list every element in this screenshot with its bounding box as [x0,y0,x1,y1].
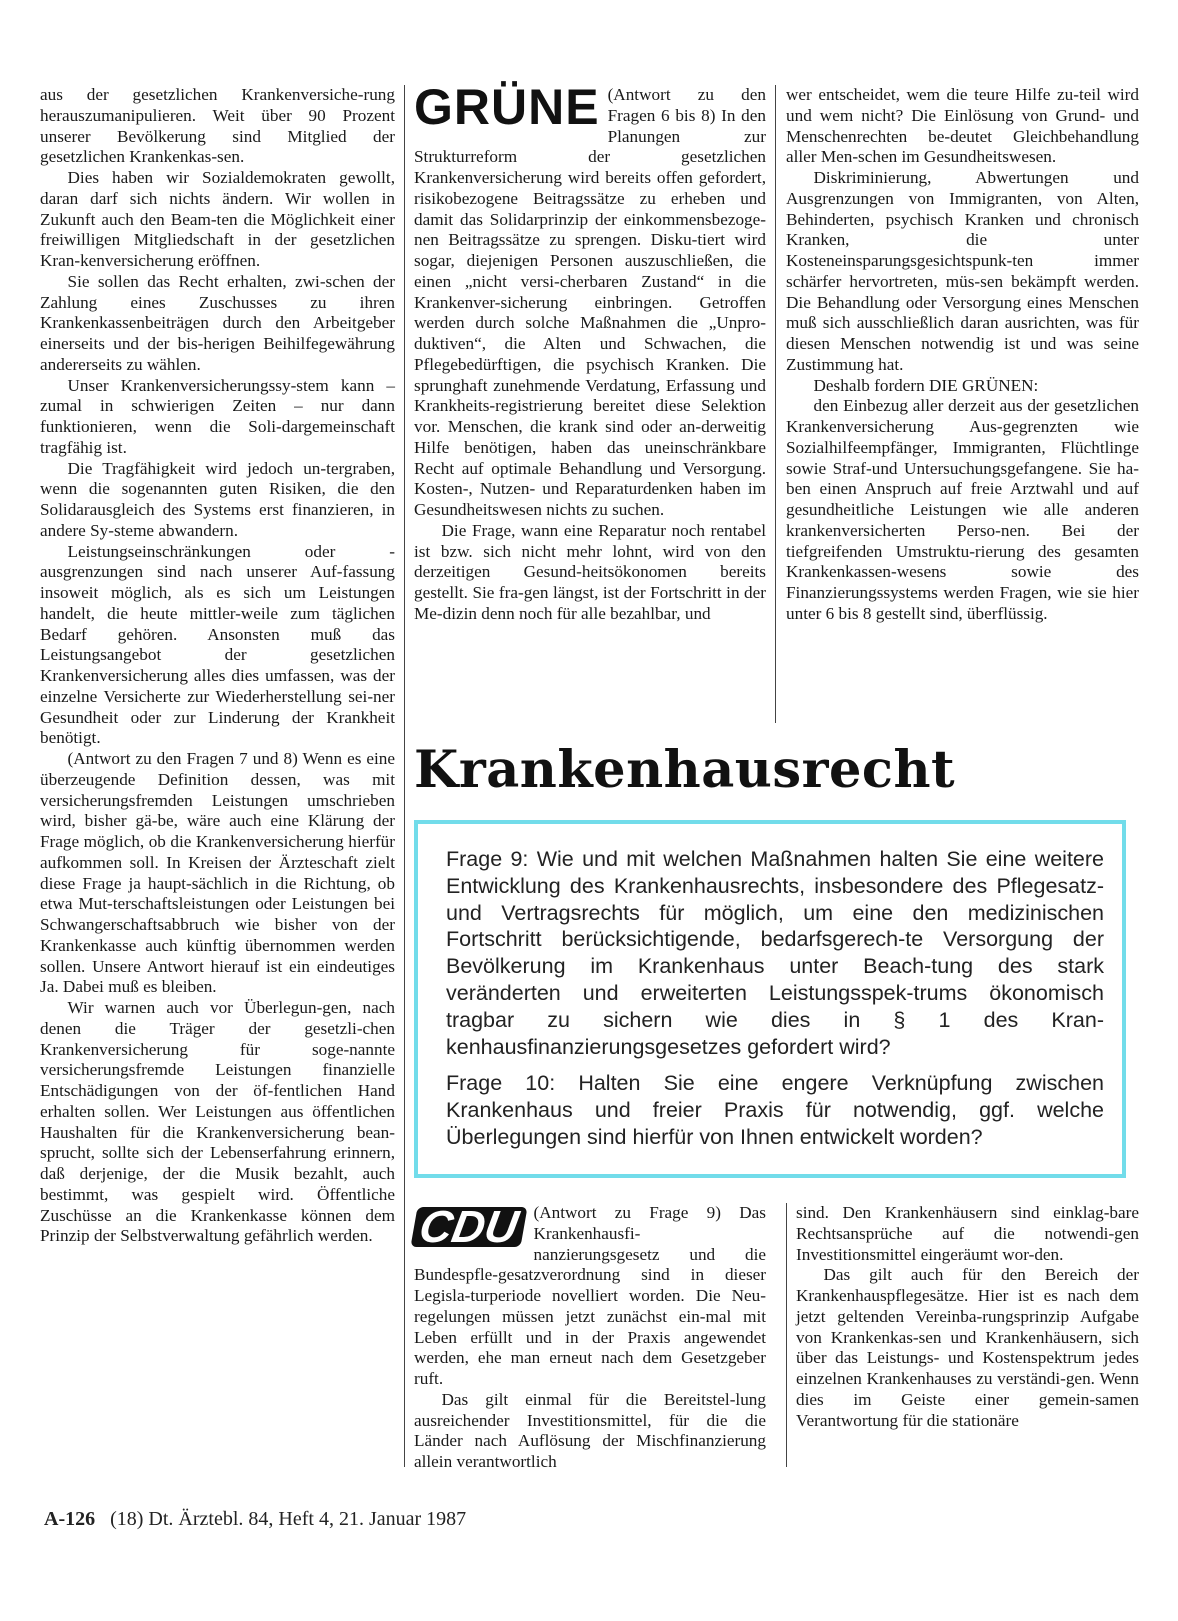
text-column-1 [40,85,395,1247]
paragraph: Dies haben wir Sozialdemokraten gewollt, daran darf sich nichts ändern. Wir wollen in Zukunft auch den Beam-ten die Möglichkeit einer freiwilligen Mitgliedschaft in der gesetzlichen Kran-kenversicherung eröffnen. [40,168,395,270]
column-divider [404,85,405,1467]
paragraph: den Einbezug aller derzeit aus der gesetzlichen Krankenversicherung Aus-gegrenzten wie Sozialhilfeempfänger, Immigranten, Flüchtlinge sowie Straf-und Untersuchungsgefangene. Sie ha-ben einen Anspruch auf freie Arztwahl und auf gesundheitliche Leistungen wie alle anderen krankenversicherten Perso-nen. Bei der tiefgreifenden Umstruktu-rierung des gesamten Krankenkassen-wesens sowie des Finanzierungssystems werden Fragen, wie sie hier unter 6 bis 8 gestellt sind, überflüssig. [786,396,1139,623]
paragraph: Wir warnen auch vor Überlegun-gen, nach denen die Träger der gesetzli-chen Krankenversicherung für soge-nannte versicherungsfremde Leistungen finanzielle Entschädigungen von der öf-fentlichen Hand erhalten sollen. Wer Leistungen aus öffentlichen Haushalten für die Krankenversicherung bean-sprucht, sollte sich der Lebenserfahrung erinnern, daß derjenige, der die Musik bezahlt, auch bestimmt, was gespielt wird. Öffentliche Zuschüsse an die Krankenkasse können dem Prinzip der Selbstverwaltung gefährlich werden. [40,998,395,1246]
paragraph: wer entscheidet, wem die teure Hilfe zu-teil wird und wem nicht? Die Einlösung von Grund- und Menschenrechten be-deutet Gleichbehandlung aller Men-schen im Gesundheitswesen. [786,85,1139,167]
paragraph: Das gilt einmal für die Bereitstel-lung ausreichender Investitionsmittel, für die die Länder nach Auflösung der Mischfinanzierung allein verantwortlich [414,1389,766,1471]
paragraph: (Antwort zu Frage 9) Das Krankenhausfi-nanzierungsgesetz und die Bundespfle-gesatzverordnung sind in dieser Legisla-turperiode novelliert worden. Die Neu-regelungen müssen jetzt zunächst ein-mal mit Leben erfüllt und in der Praxis angewendet werden, ehe man erneut nach dem Gesetzgeber ruft. [414,1203,766,1388]
page-footer [44,1508,466,1531]
question-box [414,820,1126,1178]
paragraph: Die Tragfähigkeit wird jedoch un-tergraben, wenn die sogenannten guten Risiken, die den Solidarausgleich des Systems erst finanzieren, in andere Sy-steme abwandern. [40,458,395,540]
page-number: A-126 [44,1508,96,1530]
gruene-party-logo: GRÜNE [414,79,600,135]
paragraph: Die Frage, wann eine Reparatur noch rentabel ist bzw. sich nicht mehr lohnt, wird von den derzeitigen Gesund-heitsökonomen bereits gestellt. Sie fra-gen längst, ist der Fortschritt in der Me-dizin denn noch für alle bezahlbar, und [414,520,766,623]
paragraph: aus der gesetzlichen Krankenversiche-rung herauszumanipulieren. Weit über 90 Prozent unserer Bevölkerung sind Mitglied der gesetzlichen Krankenkas-sen. [40,85,395,167]
text-column-2 [414,79,766,625]
column-divider [786,1203,787,1467]
citation: (18) Dt. Ärztebl. 84, Heft 4, 21. Januar 1987 [110,1508,467,1530]
paragraph: Leistungseinschränkungen oder -ausgrenzungen sind nach unserer Auf-fassung insoweit möglich, als es sich um Leistungen handelt, die heute mittler-weile zum täglichen Bedarf gehören. Ansonsten muß das Leistungsangebot der gesetzlichen Krankenversicherung alles dies umfassen, was der einzelne Versicherte zur Wiederherstellung sei-ner Gesundheit oder zur Linderung der Krankheit benötigt. [40,541,395,748]
paragraph: Das gilt auch für den Bereich der Krankenhauspflegesätze. Hier ist es nach dem jetzt geltenden Vereinba-rungsprinzip Aufgabe von Krankenkas-sen und Krankenhäusern, sich über das Leistungs- und Kostenspektrum jedes einzelnen Krankenhauses zu verständi-gen. Wenn dies im Geiste einer gemein-samen Verantwortung für die stationäre [796,1265,1139,1430]
text-column-4 [414,1203,766,1473]
paragraph: sind. Den Krankenhäusern sind einklag-bare Rechtsansprüche auf die notwendi-gen Investitionsmittel eingeräumt wor-den. [796,1203,1139,1264]
cdu-party-logo: CDU [410,1207,527,1247]
paragraph: (Antwort zu den Fragen 6 bis 8) In den Planungen zur Strukturreform der gesetzlichen Krankenversicherung wird bereits offen gefordert, risikobezogene Beitragssätze zu erheben und damit das Solidarprinzip der einkommensbezoge-nen Beitragssätze zu sprengen. Disku-tiert wird sogar, diejenigen Personen auszuschließen, die einen „nicht versi-cherbaren Zustand“ in die Krankenver-sicherung einbringen. Getroffen werden durch solche Maßnahmen die „Unpro-duktiven“, die Alten und Schwachen, die Pflegebedürftigen, die psychisch Kranken. Die sprunghaft zunehmende Verdatung, Erfassung und Krankheits-registrierung bereitet diese Selektion vor. Menschen, die krank sind oder an-derweitig Hilfe benötigen, haben das uneinschränkbare Recht auf optimale Behandlung und Versorgung. Kosten-, Nutzen- und Reparaturdenken haben im Gesundheitswesen nichts zu suchen. [414,85,766,519]
paragraph: Diskriminierung, Abwertungen und Ausgrenzungen von Immigranten, von Alten, Behinderten, psychisch Kranken und chronisch Kranken, die unter Kosteneinsparungsgesichtspunk-ten immer schärfer hervortreten, müs-sen bekämpft werden. Die Behandlung oder Versorgung eines Menschen muß sich ausschließlich daran ausrichten, was für diesen Menschen notwendig ist und was seine Zustimmung hat. [786,168,1139,374]
text-column-5 [796,1203,1139,1431]
question-10: Frage 10: Halten Sie eine engere Verknüpfung zwischen Krankenhaus und freier Praxis für notwendig, ggf. welche Überlegungen sind hierfür von Ihnen entwickelt worden? [446,1071,1104,1149]
question-9: Frage 9: Wie und mit welchen Maßnahmen halten Sie eine weitere Entwicklung des Krankenhausrechts, insbesondere des Pflegesatz- und Vertragsrechts für möglich, um eine den medizinischen Fortschritt berücksichtigende, bedarfsgerech-te Versorgung der Bevölkerung im Krankenhaus unter Beach-tung des stark veränderten und erweiterten Leistungsspek-trums ökonomisch tragbar zu sichern wie dies in § 1 des Kran-kenhausfinanzierungsgesetzes gefordert wird? [446,847,1104,1059]
paragraph: (Antwort zu den Fragen 7 und 8) Wenn es eine überzeugende Definition dessen, was mit versicherungsfremden Leistungen umschrieben wird, bisher gä-be, wäre auch eine Klärung der Frage möglich, ob die Krankenversicherung hierfür aufkommen soll. In Kreisen der Ärzteschaft zielt diese Frage ja haupt-sächlich in die Richtung, ob etwa Mut-terschaftsleistungen oder Leistungen bei Schwangerschaftsabbruch wie bisher von der Krankenkasse auch künftig übernommen werden sollen. Unsere Antwort hierauf ist ein eindeutiges Ja. Dabei muß es bleiben. [40,749,395,997]
paragraph: Unser Krankenversicherungssy-stem kann – zumal in schwierigen Zeiten – nur dann funktionieren, wenn die Soli-dargemeinschaft tragfähig ist. [40,375,395,457]
section-heading: Krankenhausrecht [414,740,956,800]
text-column-3 [786,85,1139,625]
paragraph: Sie sollen das Recht erhalten, zwi-schen der Zahlung eines Zuschusses zu ihren Krankenkassenbeiträgen durch den Arbeitgeber einerseits und der bis-herigen Beihilfegewährung andererseits zu wählen. [40,271,395,374]
column-divider [775,85,776,723]
paragraph: Deshalb fordern DIE GRÜNEN: [813,375,1039,395]
